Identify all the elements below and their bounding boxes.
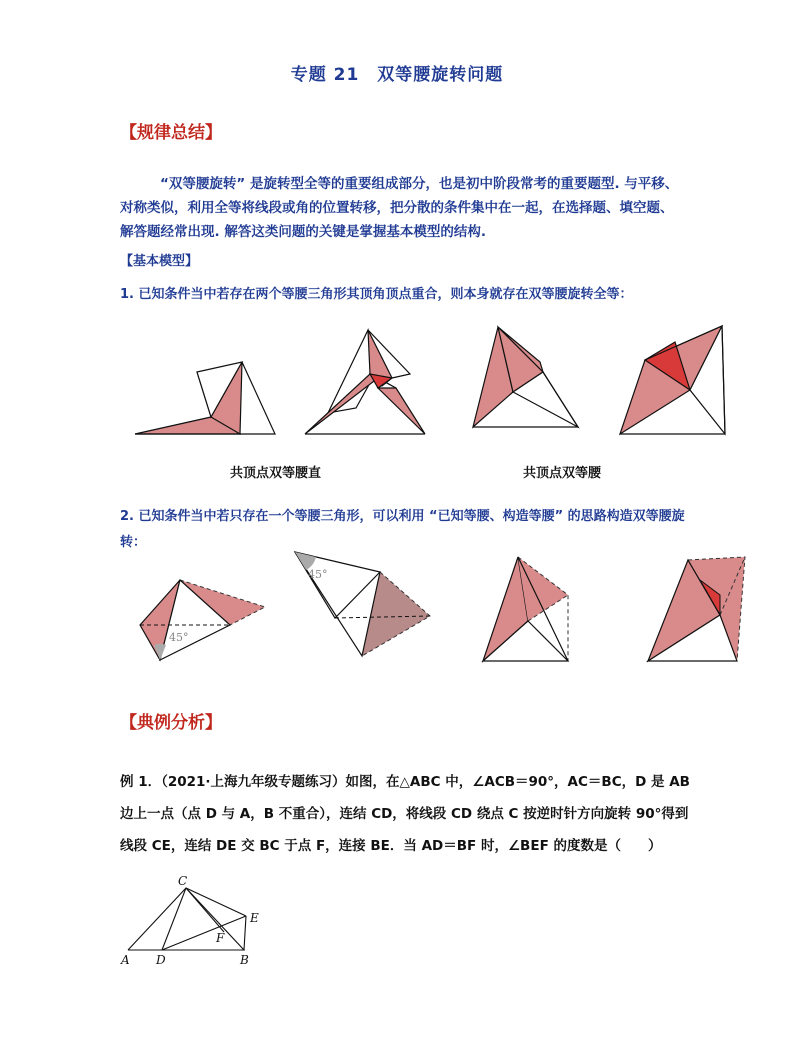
section-heading-examples: 【典例分析】 <box>120 713 222 733</box>
example-1-figure <box>118 870 268 970</box>
model1-figure-2 <box>300 328 435 438</box>
model2-figure-2 <box>290 548 440 660</box>
model2-figure-4 <box>645 555 750 665</box>
angle-45-label-1: 45° <box>169 631 189 644</box>
point-e-label: E <box>250 911 259 925</box>
model-item-1: 1. 已知条件当中若存在两个等腰三角形其顶角顶点重合，则本身就存在双等腰旋转全等： <box>120 287 633 302</box>
point-d-label: D <box>156 953 166 967</box>
caption-double-isosceles: 共顶点双等腰 <box>523 466 602 481</box>
model1-figure-3 <box>468 322 588 430</box>
model1-figure-1 <box>130 350 290 440</box>
page-title: 专题 21 双等腰旋转问题 <box>290 65 504 85</box>
model1-figure-4 <box>615 322 730 437</box>
basic-model-heading: 【基本模型】 <box>120 254 199 269</box>
section-heading-summary: 【规律总结】 <box>120 123 222 143</box>
angle-45-label-2: 45° <box>308 568 328 581</box>
point-a-label: A <box>121 953 130 967</box>
model2-figure-1 <box>135 575 270 665</box>
caption-double-isosceles-right: 共顶点双等腰直 <box>230 466 322 481</box>
point-c-label: C <box>178 874 188 888</box>
model2-figure-3 <box>478 555 578 665</box>
model-item-2: 2. 已知条件当中若只存在一个等腰三角形，可以利用 “已知等腰、构造等腰” 的思路构造双等腰旋转： <box>120 509 685 550</box>
point-f-label: F <box>216 931 225 945</box>
summary-paragraph: “双等腰旋转” 是旋转型全等的重要组成部分，也是初中阶段常考的重要题型. 与平移、对称类似，利用全等将线段或角的位置转移，把分散的条件集中在一起，在选择题、填空题、解答题经常出现. 解答这类问题的关键是掌握基本模型的结构. <box>120 176 679 240</box>
example-1-text: 例 1．（2021·上海九年级专题练习）如图，在△ABC 中，∠ACB＝90°，AC＝BC，D 是 AB 边上一点（点 D 与 A，B 不重合），连结 CD，将线段 CD 绕点 C 按逆时针方向旋转 90°得到线段 CE，连结 DE 交 BC 于点 F，连接 BE．当 AD＝BF 时，∠BEF 的度数是（ ） <box>120 774 690 854</box>
point-b-label: B <box>240 953 249 967</box>
